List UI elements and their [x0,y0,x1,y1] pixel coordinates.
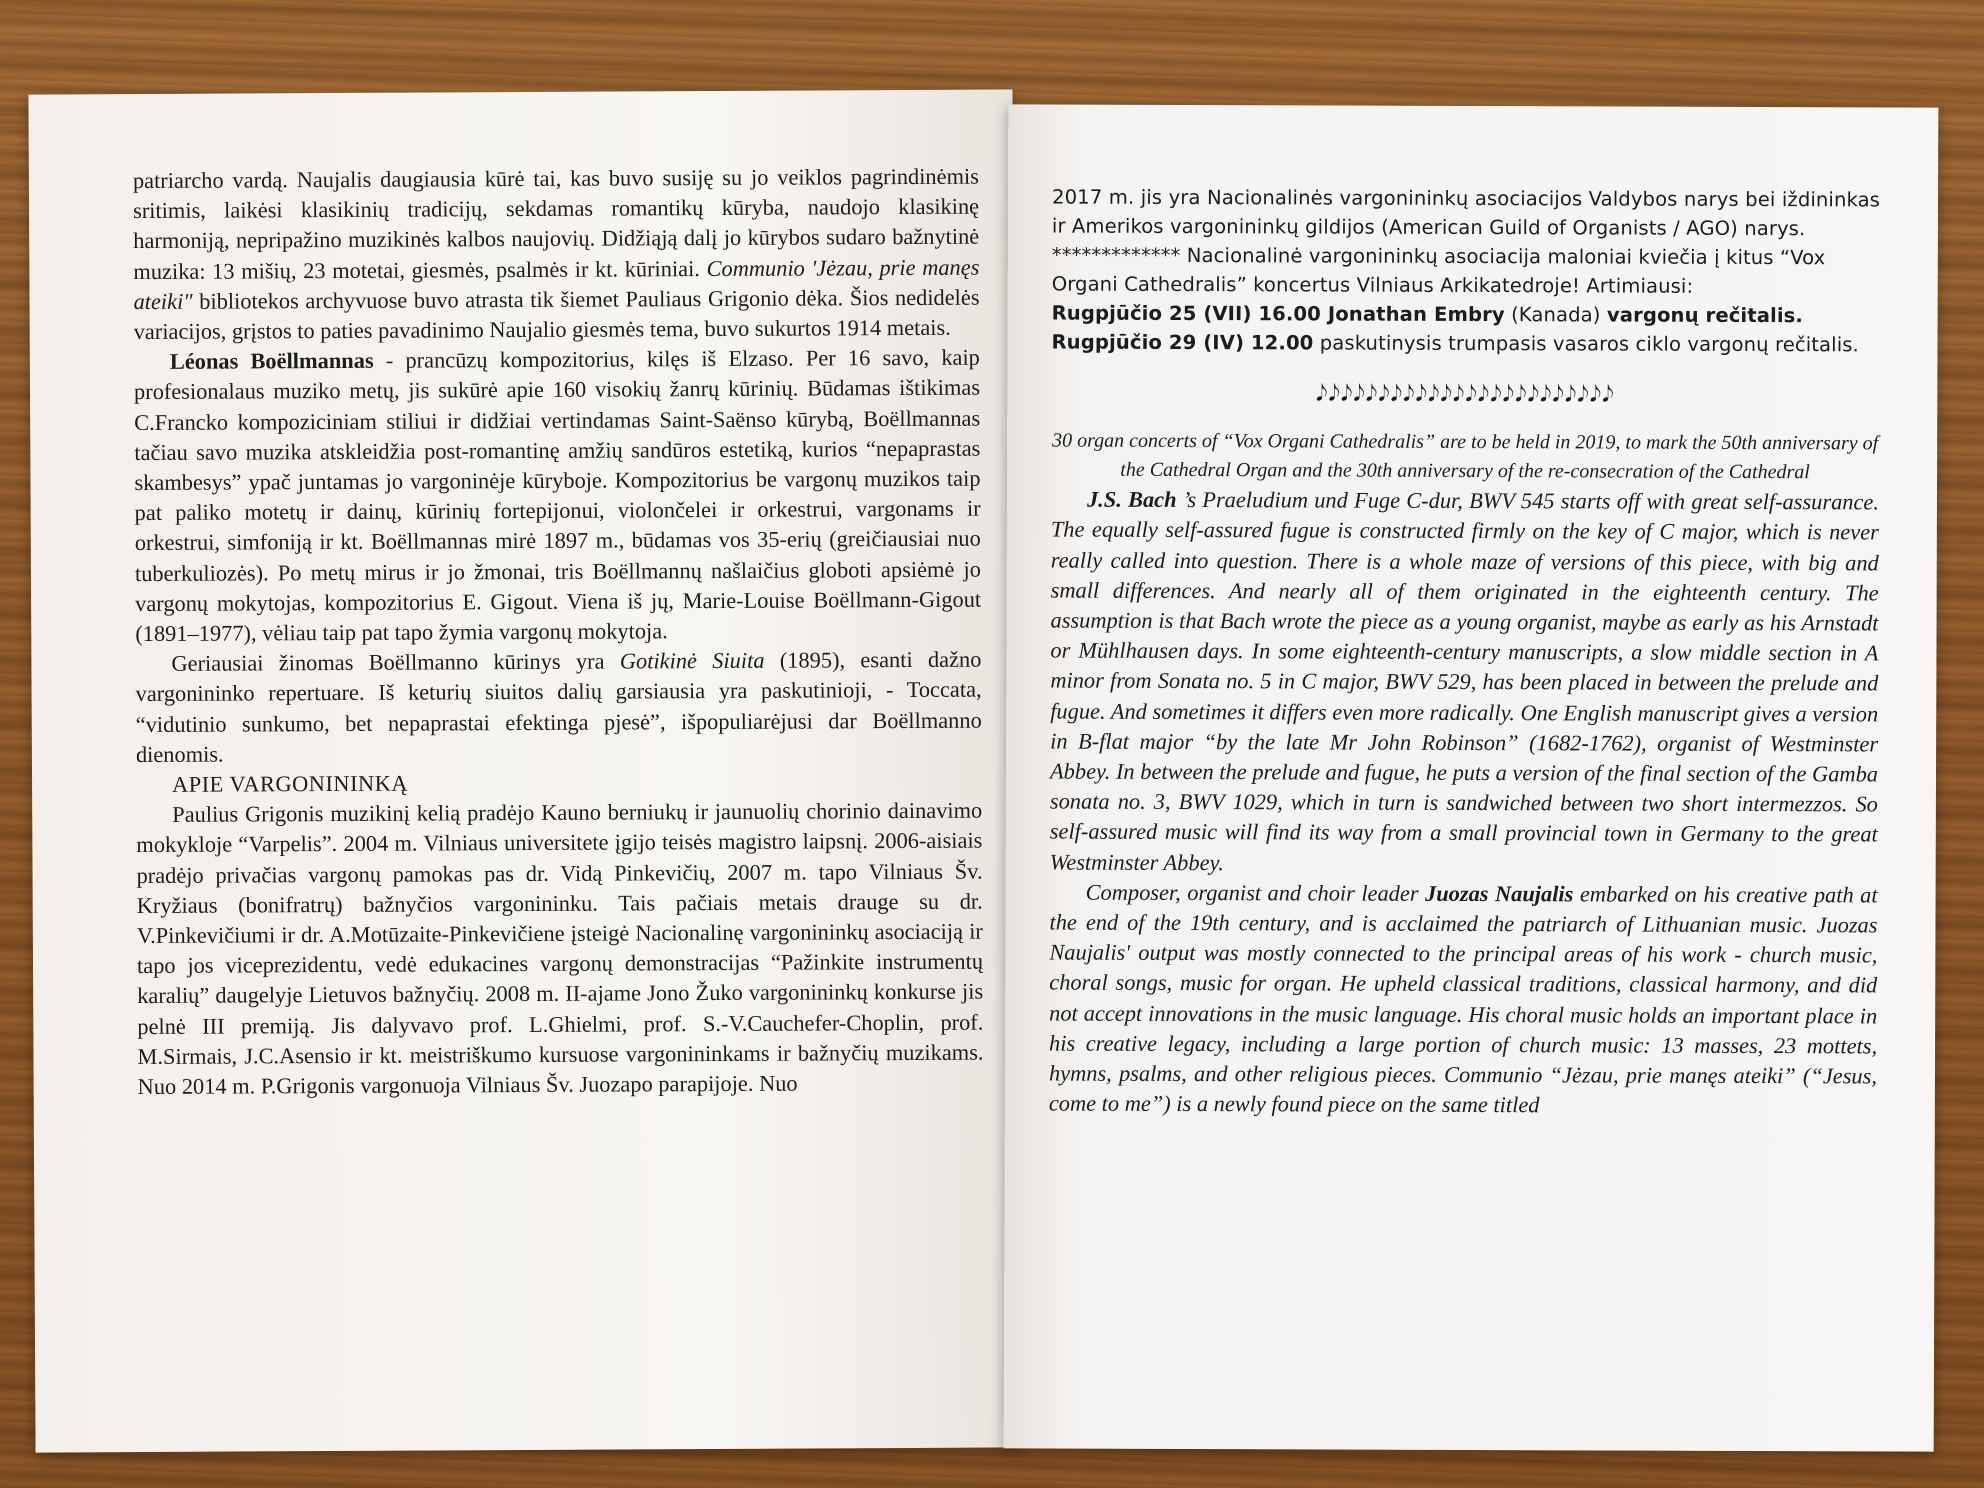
english-text [1049,485,1879,1122]
concert-line [1051,328,1879,360]
text-run: patriarcho vardą. Naujalis daugiausia kūrė tai, kas buvo susiję su jo veiklos pagrindinėmis sritimis, laikėsi klasikinių tradicijų, sekdamas romantikų kūryba, naudojo klasikinę harmoniją, nepripažino muzikinės kalbos naujovių. Didžiąją dalį jo kūrybos sudaro bažnytinė muzika: 13 mišių, 23 motetai, giesmės, psalmės ir kt. kūriniai. [132,163,980,284]
right-page-text [1049,183,1880,1122]
lithuanian-notice [1051,183,1880,360]
composer-name: Juozas Naujalis [1425,880,1574,907]
anniversary-note: 30 organ concerts of “Vox Organi Cathedralis” are to be held in 2019, to mark the 50th anniversary of the Cathedral Organ and the 30th anniversary of the re-consecration of the Cathedral [1052,429,1879,484]
text-run: bibliotekos archyvuose buvo atrasta tik šiemet Pauliaus Grigonio dėka. Šios nedidelės variacijos, grįstos to paties pavadinimo Naujalio giesmės tema, buvo sukurtos 1914 metais. [133,284,980,345]
text-run-italic: Communio 'Jėzau, prie manęs ateiki" [133,254,980,314]
paragraph: 2017 m. jis yra Nacionalinės vargonininkų asociacijos Valdybos narys bei iždininkas ir Amerikos vargonininkų gildijos (American Guild of Organists / AGO) narys. [1051,185,1881,241]
text-run: Geriausiai žinomas Boëllmanno kūrinys yra [171,648,605,677]
text-run-italic: Gotikinė Siuita [619,647,765,674]
paragraph [1049,877,1878,1122]
text-run: (1895), esanti dažno vargonininko repertuare. Iš keturių siuitos dalių garsiausia yra paskutinioji, - Toccata, “vidutinio sunkumo, bet nepaprastai efektinga pjesė”, išpopuliarėjusi dar Boëllmanno dienomis. [135,646,982,767]
paragraph [1050,485,1879,881]
text-run: embarked on his creative path at the end of the 19th century, and is acclaimed the patriarch of Lithuanian music. Juozas Naujalis' output was mostly connected to the principal areas of his work - church music, choral songs, music for organ. He upheld classical traditions, classical harmony, and did not accept innovations in the music language. His choral music holds an important place in his creative legacy, including a large portion of church music: 13 masses, 23 mottets, hymns, psalms, and other religious pieces. Communio “Jėzau, prie manęs ateiki” (“Jesus, come to me”) is a newly found piece on the same titled [1048,881,1878,1118]
composer-name: J.S. Bach [1086,486,1177,513]
text-run: - prancūzų kompozitorius, kilęs iš Elzaso. Per 16 savo, kaip profesionalaus muziko metų, jis sukūrė apie 160 visokių žanrų kūrinių. Būdamas ištikimas C.Francko kompoziciniam stiliui ir didžiai vertindamas Saint-Saënso kūrybą, Boëllmannas tačiau savo muzika atskleidžia post-romantinę amžių sandūros estetiką, kurios “nepaprastas skambesys” ypač juntamas jo vargoninėje kūryboje. Kompozitorius be vargonų muzikos taip pat paliko motetų ir dainų, kūrinių fortepijonui, violončelei ir orkestrui, vargonams ir orkestrui, simfoniją ir kt. Boëllmannas mirė 1897 m., būdamas vos 35-erių (greičiausiai nuo tuberkuliozės). Po metų mirus ir jo žmonai, tris Boëllmannų našlaičius globoti apsiėmė jo vargonų mokytojas, kompozitorius E. Gigout. Viena iš jų, Marie-Louise Boëllmann-Gigout (1891–1977), vėliau taip pat tapo žymia vargonų mokytoja. [133,344,982,647]
text-run: Composer, organist and choir leader [1085,879,1419,906]
text-run: (Kanada) [1511,303,1601,327]
text-run: paskutinysis trumpasis vasaros ciklo vargonų rečitalis. [1319,331,1859,357]
paragraph [135,645,982,770]
concert-date: Rugpjūčio 29 (IV) 12.00 [1051,330,1314,355]
left-page [28,89,1019,1452]
concert-date: Rugpjūčio 25 (VII) 16.00 Jonathan Embry [1051,301,1505,327]
paragraph: ************* Nacionalinė vargonininkų asociacija maloniai kviečia į kitus “Vox Organi Cathedralis” koncertus Vilniaus Arkikatedroje! Artimiausi: [1051,243,1826,298]
concert-line [1052,299,1880,331]
paragraph [134,343,982,649]
left-page-text [133,162,984,1103]
right-page [1004,104,1939,1451]
paragraph [133,162,980,348]
text-run-bold: vargonų rečitalis. [1606,303,1804,328]
section-heading: APIE VARGONININKĄ [171,770,409,797]
music-notes-divider: 𝅘𝅥𝅮𝅘𝅥𝅮𝅘𝅥𝅮𝅘𝅥𝅮𝅘𝅥𝅮𝅘𝅥𝅮𝅘𝅥𝅮𝅘𝅥𝅮𝅘𝅥𝅮𝅘𝅥𝅮𝅘𝅥𝅮𝅘𝅥𝅮𝅘𝅥𝅮𝅘𝅥𝅮𝅘𝅥𝅮𝅘𝅥𝅮𝅘𝅥𝅮𝅘𝅥𝅮𝅘𝅥𝅮𝅘𝅥𝅮𝅘𝅥𝅮𝅘𝅥𝅮𝅘𝅥𝅮𝅘𝅥𝅮 [1316,381,1615,408]
composer-name: Léonas Boëllmannas [169,348,374,375]
text-run: ’s Praeludium und Fuge C-dur, BWV 545 starts off with great self-assurance. The equally self-assured fugue is constructed firmly on the key of C major, which is never really called into question. There is a whole maze of versions of this piece, with big and small differences. And nearly all of them originated in the eighteenth century. The assumption is that Bach wrote the piece as a young organist, maybe as early as his Arnstadt or Mühlhausen days. In some eighteenth-century manuscripts, a slow middle section in A minor from Sonata no. 5 in C major, BWV 529, has been placed in between the prelude and fugue. And sometimes it differs even more radically. One English manuscript gives a version in B-flat major “by the late Mr John Robinson” (1682-1762), organist of Westminster Abbey. In between the prelude and fugue, he puts a version of the final section of the Gamba sonata no. 3, BWV 1029, which in turn is sandwiched between two short intermezzos. So self-assured music will find its way from a small provincial town in Germany to the great Westminster Abbey. [1049,487,1880,875]
paragraph: Paulius Grigonis muzikinį kelią pradėjo Kauno berniukų ir jaunuolių chorinio dainavimo mokykloje “Varpelis”. 2004 m. Vilniaus universitete įgijo teisės magistro laipsnį. 2006-aisiais pradėjo privačias vargonų pamokas pas dr. Vidą Pinkevičių, 2007 m. tapo Vilniaus Šv. Kryžiaus (bonifratrų) bažnyčios vargonininku. Tais pačiais metais drauge su dr. V.Pinkevičiumi ir dr. A.Motūzaite-Pinkevičiene įsteigė Nacionalinę vargonininkų asociaciją ir tapo jos viceprezidentu, vedė edukacines vargonų demonstracijas “Pažinkite instrumentų karalių” daugelyje Lietuvos bažnyčių. 2008 m. II-ajame Jono Žuko vargonininkų konkurse jis pelnė III premiją. Jis dalyvavo prof. L.Ghielmi, prof. S.-V.Cauchefer-Choplin, prof. M.Sirmais, J.C.Asensio ir kt. meistriškumo kursuose vargonininkams ir bažnyčių muzikams. Nuo 2014 m. P.Grigonis vargonuoja Vilniaus Šv. Juozapo parapijoje. Nuo [136,797,984,1100]
